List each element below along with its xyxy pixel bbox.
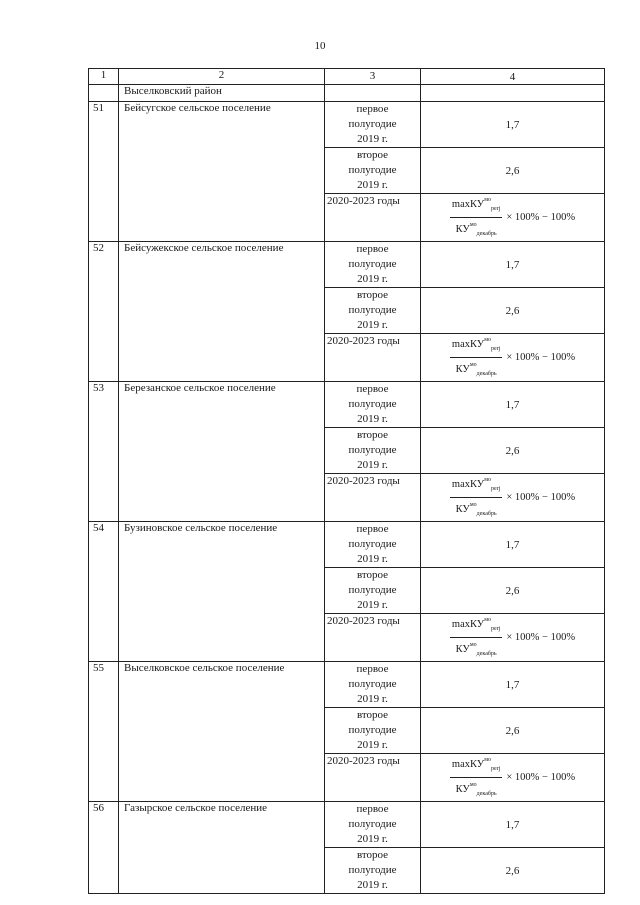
period-cell <box>325 754 421 802</box>
formula-den-sup: мо <box>469 642 477 648</box>
tariff-value: 1,7 <box>505 538 520 551</box>
period-line: полугодие <box>348 164 397 176</box>
period-line: 2019 г. <box>357 693 388 705</box>
value-cell <box>421 708 605 754</box>
value-cell <box>421 102 605 148</box>
period-cell <box>325 568 421 614</box>
period-cell <box>325 614 421 662</box>
formula-denominator <box>454 498 499 521</box>
period-line: первое <box>356 803 389 815</box>
settlement-number: 54 <box>89 522 119 662</box>
value-cell <box>421 194 605 242</box>
table-row <box>89 802 605 848</box>
formula-numerator <box>450 614 502 638</box>
formula-max: maxКУ <box>451 339 485 350</box>
table-row <box>89 102 605 148</box>
formula-tail: × 100% − 100% <box>506 632 576 643</box>
period-line: полугодие <box>348 398 397 410</box>
period-line: второе <box>356 569 389 581</box>
period-line: полугодие <box>348 118 397 130</box>
page-number: 10 <box>314 40 326 52</box>
tariff-value: 1,7 <box>505 258 520 271</box>
period-line: 2020-2023 годы <box>327 335 400 347</box>
period-line: первое <box>356 663 389 675</box>
period-cell <box>325 708 421 754</box>
period-line: полугодие <box>348 584 397 596</box>
value-cell <box>421 848 605 894</box>
period-line: второе <box>356 149 389 161</box>
value-cell <box>421 474 605 522</box>
formula-den-sub: декабрь <box>476 511 497 517</box>
district-row <box>89 85 605 102</box>
table-row <box>89 382 605 428</box>
period-line: второе <box>356 289 389 301</box>
period-line: второе <box>356 429 389 441</box>
period-cell <box>325 474 421 522</box>
period-line: полугодие <box>348 818 397 830</box>
formula-max-sub: perj <box>491 486 501 492</box>
period-cell <box>325 102 421 148</box>
value-cell <box>421 428 605 474</box>
formula-den-sub: декабрь <box>476 791 497 797</box>
tariff-value: 2,6 <box>505 444 520 457</box>
formula-denominator <box>454 638 499 661</box>
period-line: полугодие <box>348 864 397 876</box>
formula-den: КУ <box>455 644 470 655</box>
period-cell <box>325 662 421 708</box>
formula-tail: × 100% − 100% <box>506 212 576 223</box>
value-cell <box>421 334 605 382</box>
formula-max-sub: perj <box>491 206 501 212</box>
formula-den-sub: декабрь <box>476 371 497 377</box>
tariff-value: 1,7 <box>505 398 520 411</box>
formula-max-sup: мо <box>484 337 492 343</box>
tariff-value: 1,7 <box>505 678 520 691</box>
tariff-value: 2,6 <box>505 724 520 737</box>
tariff-value: 2,6 <box>505 584 520 597</box>
formula-den-sub: декабрь <box>476 231 497 237</box>
formula-fraction <box>450 474 502 521</box>
formula-den-sup: мо <box>469 502 477 508</box>
period-cell <box>325 288 421 334</box>
formula-numerator <box>450 474 502 498</box>
value-cell <box>421 662 605 708</box>
value-cell <box>421 242 605 288</box>
formula-max: maxКУ <box>451 619 485 630</box>
table-row <box>89 522 605 568</box>
settlement-number: 52 <box>89 242 119 382</box>
formula-fraction <box>450 614 502 661</box>
settlement-name: Выселковское сельское поселение <box>119 662 325 802</box>
period-line: 2019 г. <box>357 459 388 471</box>
value-cell <box>421 522 605 568</box>
formula-denominator <box>454 358 499 381</box>
header-col-2: 2 <box>119 69 325 85</box>
settlement-number: 56 <box>89 802 119 894</box>
settlement-name: Бейсужекское сельское поселение <box>119 242 325 382</box>
period-cell <box>325 334 421 382</box>
tariff-formula <box>450 754 575 801</box>
period-cell <box>325 428 421 474</box>
tariff-value: 1,7 <box>505 818 520 831</box>
formula-numerator <box>450 754 502 778</box>
tariff-table <box>88 68 605 894</box>
formula-max-sup: мо <box>484 757 492 763</box>
period-line: 2020-2023 годы <box>327 195 400 207</box>
settlement-number: 55 <box>89 662 119 802</box>
formula-max-sup: мо <box>484 197 492 203</box>
formula-den: КУ <box>455 224 470 235</box>
period-line: 2019 г. <box>357 319 388 331</box>
formula-den-sup: мо <box>469 222 477 228</box>
period-line: 2020-2023 годы <box>327 615 400 627</box>
table-row <box>89 242 605 288</box>
formula-max-sub: perj <box>491 766 501 772</box>
settlement-number: 51 <box>89 102 119 242</box>
settlement-number: 53 <box>89 382 119 522</box>
period-line: 2019 г. <box>357 273 388 285</box>
table-row <box>89 662 605 708</box>
period-line: полугодие <box>348 444 397 456</box>
header-col-3: 3 <box>325 69 421 85</box>
period-cell <box>325 848 421 894</box>
formula-numerator <box>450 334 502 358</box>
formula-max-sup: мо <box>484 617 492 623</box>
value-cell <box>421 802 605 848</box>
period-line: 2019 г. <box>357 133 388 145</box>
district-num-cell <box>89 85 119 102</box>
formula-denominator <box>454 778 499 801</box>
value-cell <box>421 568 605 614</box>
period-cell <box>325 802 421 848</box>
settlement-name: Газырское сельское поселение <box>119 802 325 894</box>
formula-denominator <box>454 218 499 241</box>
period-line: 2019 г. <box>357 599 388 611</box>
period-line: второе <box>356 849 389 861</box>
period-line: 2019 г. <box>357 413 388 425</box>
period-line: полугодие <box>348 724 397 736</box>
district-value-cell <box>421 85 605 102</box>
formula-den: КУ <box>455 364 470 375</box>
tariff-value: 1,7 <box>505 118 520 131</box>
settlement-name: Бузиновское сельское поселение <box>119 522 325 662</box>
period-line: 2019 г. <box>357 553 388 565</box>
formula-fraction <box>450 334 502 381</box>
header-col-1: 1 <box>89 69 119 85</box>
period-line: полугодие <box>348 258 397 270</box>
period-cell <box>325 522 421 568</box>
formula-max-sub: perj <box>491 346 501 352</box>
tariff-formula <box>450 474 575 521</box>
period-line: первое <box>356 103 389 115</box>
table-body <box>89 69 605 894</box>
formula-den: КУ <box>455 784 470 795</box>
period-line: полугодие <box>348 538 397 550</box>
period-line: 2020-2023 годы <box>327 755 400 767</box>
formula-max-sub: perj <box>491 626 501 632</box>
formula-tail: × 100% − 100% <box>506 352 576 363</box>
settlement-name: Бейсугское сельское поселение <box>119 102 325 242</box>
formula-tail: × 100% − 100% <box>506 772 576 783</box>
tariff-value: 2,6 <box>505 164 520 177</box>
formula-max: maxКУ <box>451 479 485 490</box>
value-cell <box>421 614 605 662</box>
period-line: второе <box>356 709 389 721</box>
formula-fraction <box>450 754 502 801</box>
formula-max: maxКУ <box>451 759 485 770</box>
formula-den-sub: декабрь <box>476 651 497 657</box>
period-line: полугодие <box>348 304 397 316</box>
value-cell <box>421 148 605 194</box>
header-col-4: 4 <box>421 69 605 85</box>
period-line: полугодие <box>348 678 397 690</box>
value-cell <box>421 382 605 428</box>
tariff-value: 2,6 <box>505 864 520 877</box>
formula-fraction <box>450 194 502 241</box>
period-cell <box>325 148 421 194</box>
formula-max-sup: мо <box>484 477 492 483</box>
settlement-name: Березанское сельское поселение <box>119 382 325 522</box>
value-cell <box>421 754 605 802</box>
period-line: 2019 г. <box>357 739 388 751</box>
period-cell <box>325 382 421 428</box>
period-cell <box>325 242 421 288</box>
formula-den-sup: мо <box>469 782 477 788</box>
formula-numerator <box>450 194 502 218</box>
period-line: первое <box>356 383 389 395</box>
tariff-formula <box>450 334 575 381</box>
period-line: 2020-2023 годы <box>327 475 400 487</box>
formula-den-sup: мо <box>469 362 477 368</box>
value-cell <box>421 288 605 334</box>
formula-tail: × 100% − 100% <box>506 492 576 503</box>
header-row <box>89 69 605 85</box>
district-name: Выселковский район <box>119 85 325 102</box>
period-line: первое <box>356 523 389 535</box>
period-line: первое <box>356 243 389 255</box>
period-line: 2019 г. <box>357 833 388 845</box>
tariff-value: 2,6 <box>505 304 520 317</box>
formula-max: maxКУ <box>451 199 485 210</box>
tariff-formula <box>450 614 575 661</box>
period-cell <box>325 194 421 242</box>
district-period-cell <box>325 85 421 102</box>
period-line: 2019 г. <box>357 179 388 191</box>
tariff-formula <box>450 194 575 241</box>
period-line: 2019 г. <box>357 879 388 891</box>
formula-den: КУ <box>455 504 470 515</box>
